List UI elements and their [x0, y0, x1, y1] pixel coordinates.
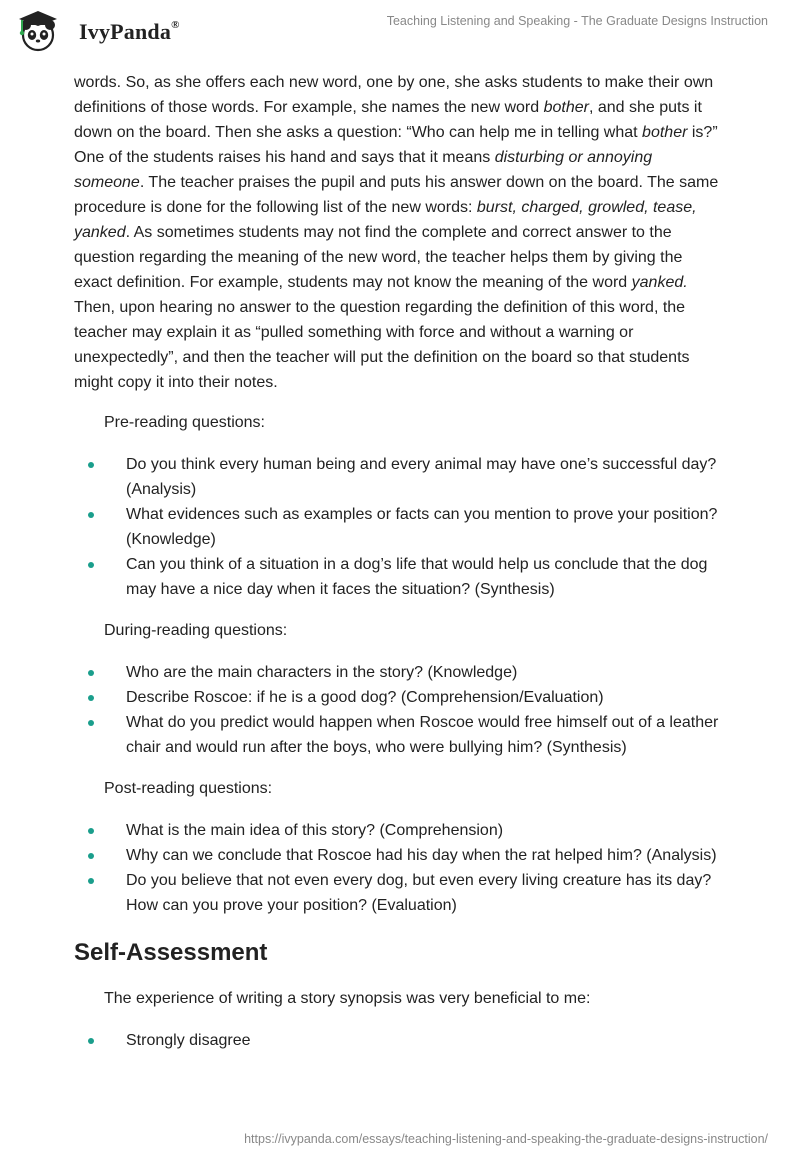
- self-assessment-intro: The experience of writing a story synopsis was very beneficial to me:: [104, 990, 591, 1007]
- during-reading-label: During-reading questions:: [104, 622, 288, 639]
- bullet-icon: [88, 512, 94, 518]
- italic-term: yanked.: [631, 274, 688, 291]
- bullet-icon: [88, 720, 94, 726]
- post-reading-label: Post-reading questions:: [104, 780, 273, 797]
- list-item: Why can we conclude that Roscoe had his day when the rat helped him? (Analysis): [74, 843, 724, 868]
- article-body: [74, 70, 724, 1053]
- bullet-icon: [88, 828, 94, 834]
- brand-name[interactable]: IvyPanda®: [79, 18, 180, 44]
- text-run: Then, upon hearing no answer to the question regarding the definition of this word, the teacher may explain it as “pulled something with force and without a warning or unexpectedly”, and then the teacher will put the definition on the board so that students might copy it into their notes.: [74, 299, 690, 391]
- bullet-icon: [88, 695, 94, 701]
- during-reading-list: [74, 660, 724, 760]
- bullet-icon: [88, 462, 94, 468]
- source-url[interactable]: https://ivypanda.com/essays/teaching-listening-and-speaking-the-graduate-designs-instruction/: [244, 1132, 768, 1146]
- bullet-icon: [88, 853, 94, 859]
- list-item: Describe Roscoe: if he is a good dog? (Comprehension/Evaluation): [74, 685, 724, 710]
- list-item: Do you believe that not even every dog, but even every living creature has its day? How can you prove your position? (Evaluation): [74, 868, 724, 918]
- pre-reading-list: [74, 452, 724, 602]
- document-title: Teaching Listening and Speaking - The Graduate Designs Instruction: [386, 14, 768, 28]
- bullet-icon: [88, 878, 94, 884]
- italic-term: disturbing or annoying someone: [74, 149, 653, 191]
- ivypanda-logo-icon[interactable]: [15, 8, 61, 54]
- italic-term: burst, charged, growled, tease, yanked: [74, 199, 697, 241]
- bullet-icon: [88, 670, 94, 676]
- self-assessment-list: [74, 1028, 724, 1053]
- page-header: [0, 0, 800, 62]
- list-item: Who are the main characters in the story? (Knowledge): [74, 660, 724, 685]
- post-reading-list: [74, 818, 724, 918]
- bullet-icon: [88, 1038, 94, 1044]
- italic-term: bother: [642, 124, 688, 141]
- text-run: . The teacher praises the pupil and puts his answer down on the board. The same procedure is done for the following list of the new words:: [74, 174, 719, 216]
- list-item: Strongly disagree: [74, 1028, 724, 1053]
- text-run: is?” One of the students raises his hand and says that it means: [74, 124, 718, 166]
- pre-reading-label: Pre-reading questions:: [104, 414, 265, 431]
- intro-paragraph: [74, 70, 724, 395]
- italic-term: bother: [543, 99, 589, 116]
- text-run: , and she puts it down on the board. Then she asks a question: “Who can help me in telling what: [74, 99, 702, 141]
- list-item: What is the main idea of this story? (Comprehension): [74, 818, 724, 843]
- list-item: What do you predict would happen when Roscoe would free himself out of a leather chair and would run after the boys, who were bullying him? (Synthesis): [74, 710, 724, 760]
- list-item: What evidences such as examples or facts can you mention to prove your position? (Knowledge): [74, 502, 724, 552]
- text-run: . As sometimes students may not find the complete and correct answer to the question regarding the meaning of the new word, the teacher helps them by giving the exact definition. For example, students may not know the meaning of the word: [74, 224, 683, 291]
- list-item: Can you think of a situation in a dog’s life that would help us conclude that the dog may have a nice day when it faces the situation? (Synthesis): [74, 552, 724, 602]
- self-assessment-heading: Self-Assessment: [74, 939, 268, 966]
- text-run: words. So, as she offers each new word, one by one, she asks students to make their own definitions of those words. For example, she names the new word: [74, 74, 714, 116]
- bullet-icon: [88, 562, 94, 568]
- list-item: Do you think every human being and every animal may have one’s successful day? (Analysis): [74, 452, 724, 502]
